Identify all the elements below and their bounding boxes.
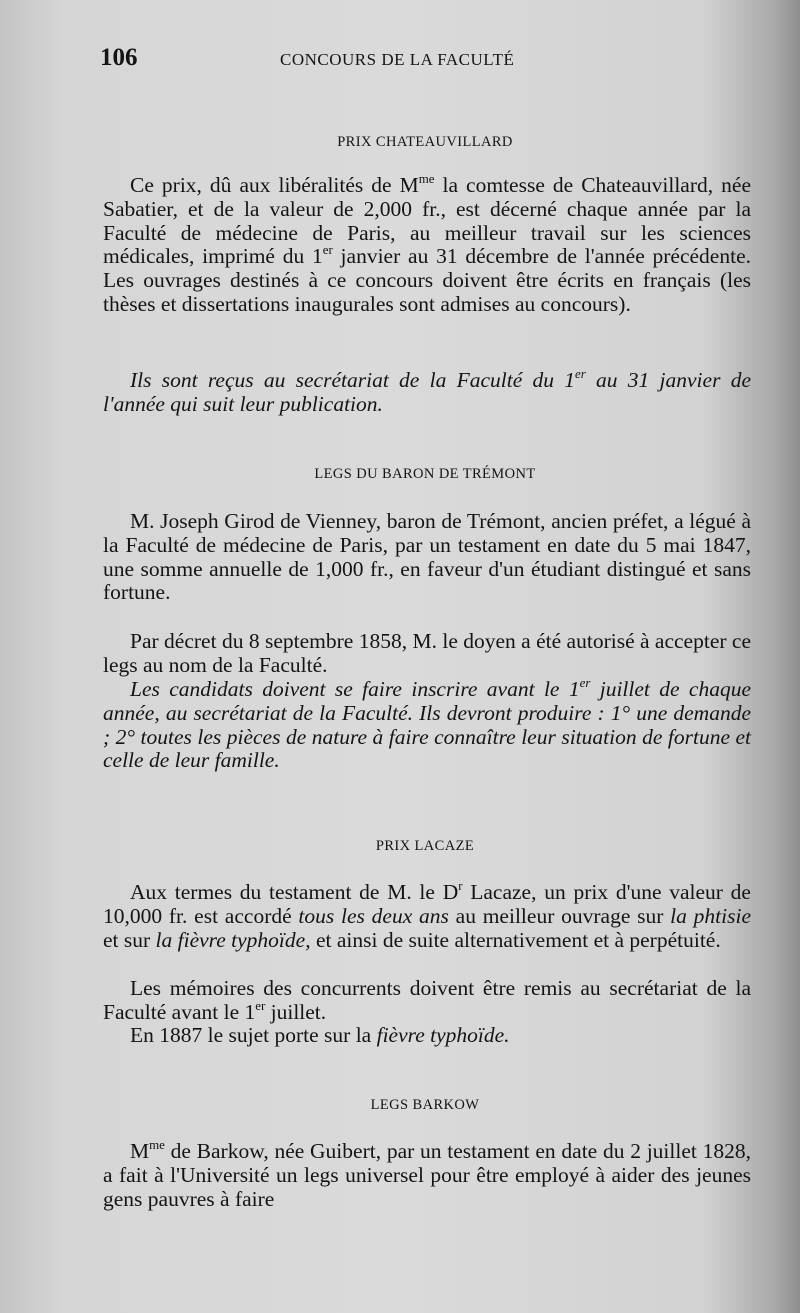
section-title-barkow: LEGS BARKOW (370, 1097, 480, 1113)
paragraph-lacaze-3 (103, 1024, 751, 1048)
paragraph-tremont-1: M. Joseph Girod de Vienney, baron de Trémont, ancien préfet, a légué à la Faculté de médecine de Paris, par un testament en date du 5 mai 1847, une somme annuelle de 1,000 fr., en faveur d'un étudiant distingué et sans fortune. (103, 509, 751, 605)
text-run: Ils sont reçus au secrétariat de la Faculté du 1 (130, 368, 576, 392)
text-run: et sur (103, 927, 156, 952)
section-title-lacaze: PRIX LACAZE (375, 838, 475, 854)
text-run: juillet. (265, 999, 327, 1024)
text-run: janvier au 31 décembre de l'année précédente. Les ouvrages destinés à ce concours doivent être écrits en français (les thèses et dissertations inaugurales sont admises au concours). (103, 244, 751, 316)
text-run: Les candidats doivent se faire inscrire avant le 1 (130, 677, 580, 701)
paragraph-tremont-2: Par décret du 8 septembre 1858, M. le doyen a été autorisé à accepter ce legs au nom de la Faculté. (103, 629, 751, 677)
text-run: au meilleur ouvrage sur (448, 903, 671, 928)
paragraph-lacaze-1 (103, 878, 751, 952)
superscript: er (255, 998, 266, 1013)
text-run: Les mémoires des concurrents doivent être remis au secrétariat de la Faculté avant le 1 (103, 976, 751, 1024)
section-title-chateauvillard: PRIX CHATEAUVILLARD (337, 134, 513, 150)
text-run: juillet de chaque année, au secrétariat de la Faculté. Ils devront produire : 1° une demande ; 2° toutes les pièces de nature à faire connaître leur situation de fortune et celle de leur famille. (103, 677, 752, 773)
running-head: CONCOURS DE LA FACULTÉ (280, 50, 515, 69)
page-header (100, 44, 750, 78)
superscript: me (418, 171, 435, 186)
paragraph-chateauvillard-1 (103, 171, 751, 317)
text-run: Ce prix, dû aux libéralités de M (130, 173, 419, 197)
superscript: er (575, 366, 586, 381)
section-title-tremont: LEGS DU BARON DE TRÉMONT (314, 466, 536, 482)
superscript: r (458, 878, 463, 893)
paragraph-tremont-3 (103, 675, 752, 773)
superscript: er (322, 243, 333, 258)
text-run: et ainsi de suite alternativement et à perpétuité. (310, 927, 721, 952)
text-run: la comtesse de Chateauvillard, née Sabatier, et de la valeur de 2,000 fr., est décerné chaque année par la Faculté de médecine de Paris, au meilleur travail sur les sciences médicales, imprimé du 1 (103, 173, 751, 269)
page-number: 106 (100, 44, 138, 71)
text-run: Aux termes du testament de M. le D (130, 880, 459, 904)
text-run: En 1887 le sujet porte sur la (130, 1023, 377, 1047)
italic-run: fièvre typhoïde. (376, 1023, 510, 1047)
paragraph-barkow-1 (103, 1137, 751, 1211)
show-through-texture (100, 96, 750, 120)
italic-run: la fièvre typhoïde, (155, 927, 311, 952)
italic-run: la phtisie (670, 903, 751, 928)
text-run: de Barkow, née Guibert, par un testament en date du 2 juillet 1828, a fait à l'Université un legs universel pour être employé à aider des jeunes gens pauvres à faire (103, 1139, 751, 1211)
text-run: M (130, 1139, 150, 1163)
paragraph-chateauvillard-2 (103, 366, 751, 417)
superscript: me (149, 1137, 165, 1152)
superscript: er (579, 675, 591, 690)
text-run: Lacaze, un prix d'une valeur de 10,000 fr. est accordé (103, 880, 751, 928)
paragraph-lacaze-2 (103, 977, 751, 1025)
italic-run: tous les deux ans (298, 903, 449, 928)
text-run: au 31 janvier de l'année qui suit leur publication. (103, 368, 751, 416)
